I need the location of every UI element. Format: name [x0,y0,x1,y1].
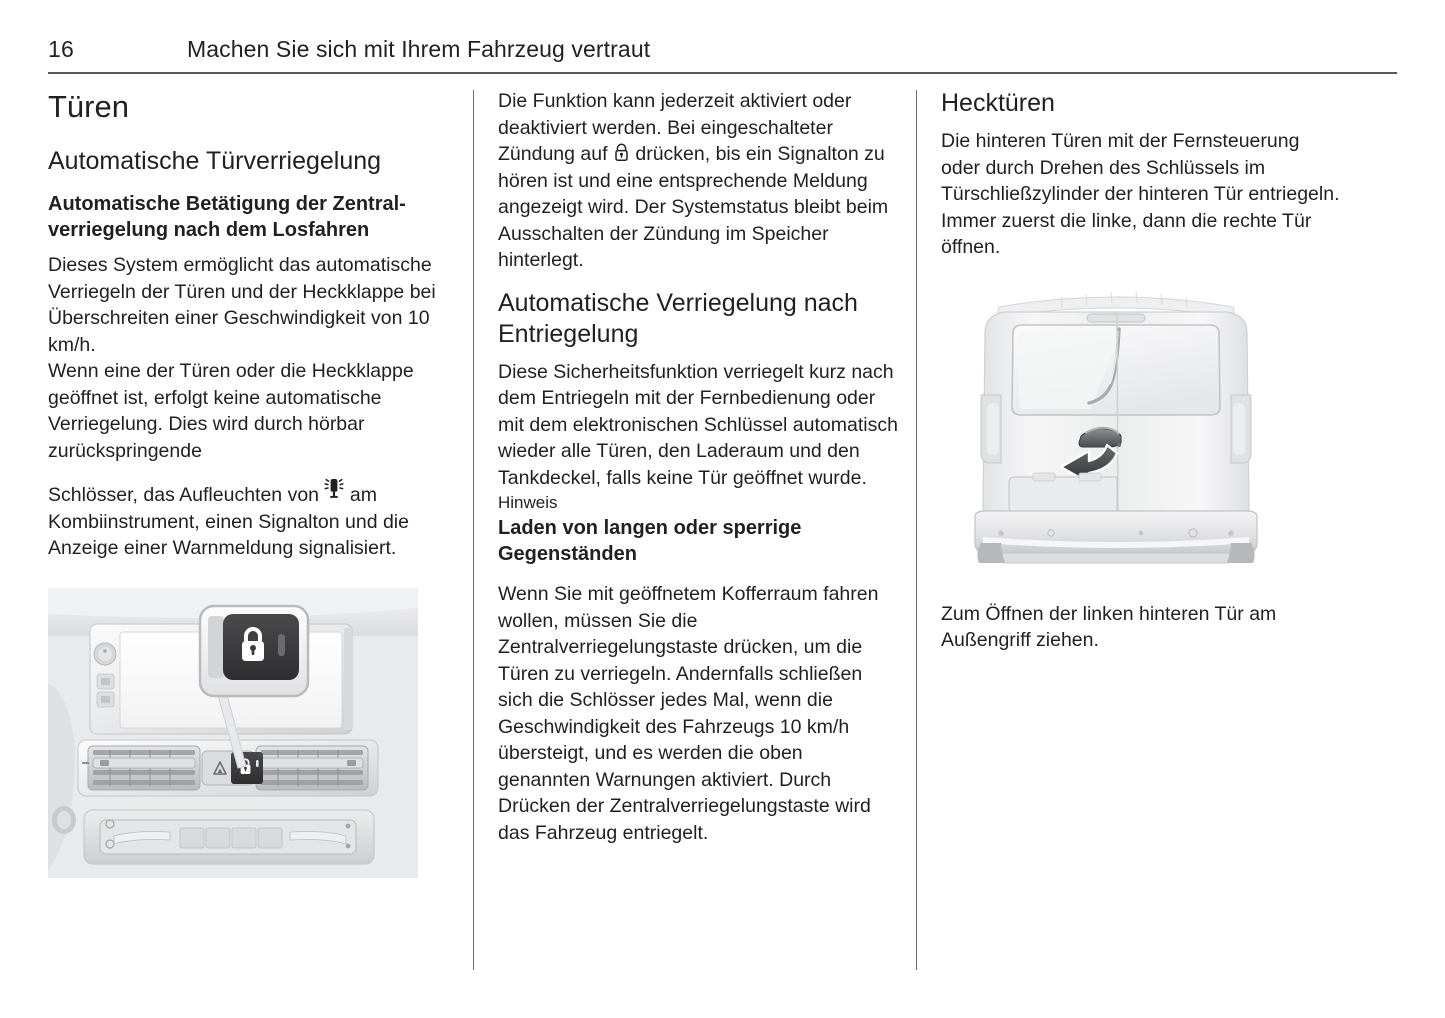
note-label: Hinweis [498,493,558,512]
paragraph-function-activation-prefix: Die Funktion kann jederzeit aktiviert oder deaktiviert werden. Bei eingeschalteter Zündung auf [498,90,852,165]
section-title-verriegelung-nach-entriegelung: Automatische Verriegelung nach Entriegelung [498,288,858,348]
paragraph-function-activation-suffix: drücken, bis ein Signalton zu hören ist und eine entsprechende Meldung angezeigt wird. Der Systemstatus bleibt beim Ausschalten der Zündung im Speicher hinterlegt. [498,143,889,271]
page-number: 16 [48,36,74,62]
column-3 [941,88,1341,973]
paragraph-rear-doors-unlock: Die hinteren Türen mit der Fernsteuerung oder durch Drehen des Schlüssels im Türschließzylinder der hinteren Tür entriegeln. [941,130,1340,205]
paragraph-lock-signals [48,478,448,562]
column-1 [48,88,448,973]
paragraph-lock-signals-prefix: Schlösser, das Aufleuchten von [48,484,325,506]
column-divider-1 [473,90,474,970]
paragraph-safety-function: Diese Sicherheitsfunktion verriegelt kurz nach dem Entriegeln mit der Fernbedienung oder mit dem elektronischen Schlüssel automatisch wieder alle Türen, den Laderaum und den Tankdeckel, falls keine Tür geöffnet wurde. [498,360,898,489]
column-2 [498,88,898,973]
page-title: Machen Sie sich mit Ihrem Fahrzeug vertraut [187,36,651,62]
vehicle-rear-doors-illustration [941,281,1291,581]
lock-icon [613,143,630,163]
page-header [48,34,1397,74]
doors-open-warning-icon [324,478,344,500]
paragraph-open-order: Immer zuerst die linke, dann die rechte Tür öffnen. [941,209,1312,258]
chapter-title: Türen [48,89,129,124]
section-title-automatische-tuerverriegelung: Automatische Türverriegelung [48,147,382,175]
column-divider-2 [916,90,917,970]
paragraph-open-trunk-driving: Wenn Sie mit geöffnetem Kofferraum fahren wollen, müssen Sie die Zentralverriegelungstaste drücken, um die Türen zu verriegeln. Andernfalls schließen sich die Schlösser jedes Mal, wenn die Geschwindigkeit des Fahrzeugs 10 km/h übersteigt, und es werden die oben genannten Warnungen aktiviert. Durch Drücken der Zentralverriegelungstaste wird das Fahrzeug entriegelt. [498,583,879,844]
paragraph-system-description: Dieses System ermöglicht das automatische Verriegeln der Türen und der Heckklappe bei Überschreiten einer Geschwindigkeit von 10 km/h. [48,254,436,356]
paragraph-lock-signals-suffix: am Kombiinstrument, einen Signalton und die Anzeige einer Warnmeldung signalisiert. [48,484,409,559]
dashboard-center-console-illustration [48,588,418,878]
subsection-title-zentralverriegelung: Automatische Betätigung der Zentral-verriegelung nach dem Losfahren [48,193,406,241]
paragraph-function-activation [498,88,898,274]
paragraph-pull-exterior-handle: Zum Öffnen der linken hinteren Tür am Außengriff ziehen. [941,602,1277,651]
section-title-hecktueren: Hecktüren [941,89,1055,117]
paragraph-door-open-condition: Wenn eine der Türen oder die Heckklappe geöffnet ist, erfolgt keine automatische Verriegelung. Dies wird durch hörbar zurückspringende [48,360,414,462]
page-columns [48,88,1397,973]
subsection-title-laden-sperrige-gegenstaende: Laden von langen oder sperrige Gegenständen [498,517,802,565]
